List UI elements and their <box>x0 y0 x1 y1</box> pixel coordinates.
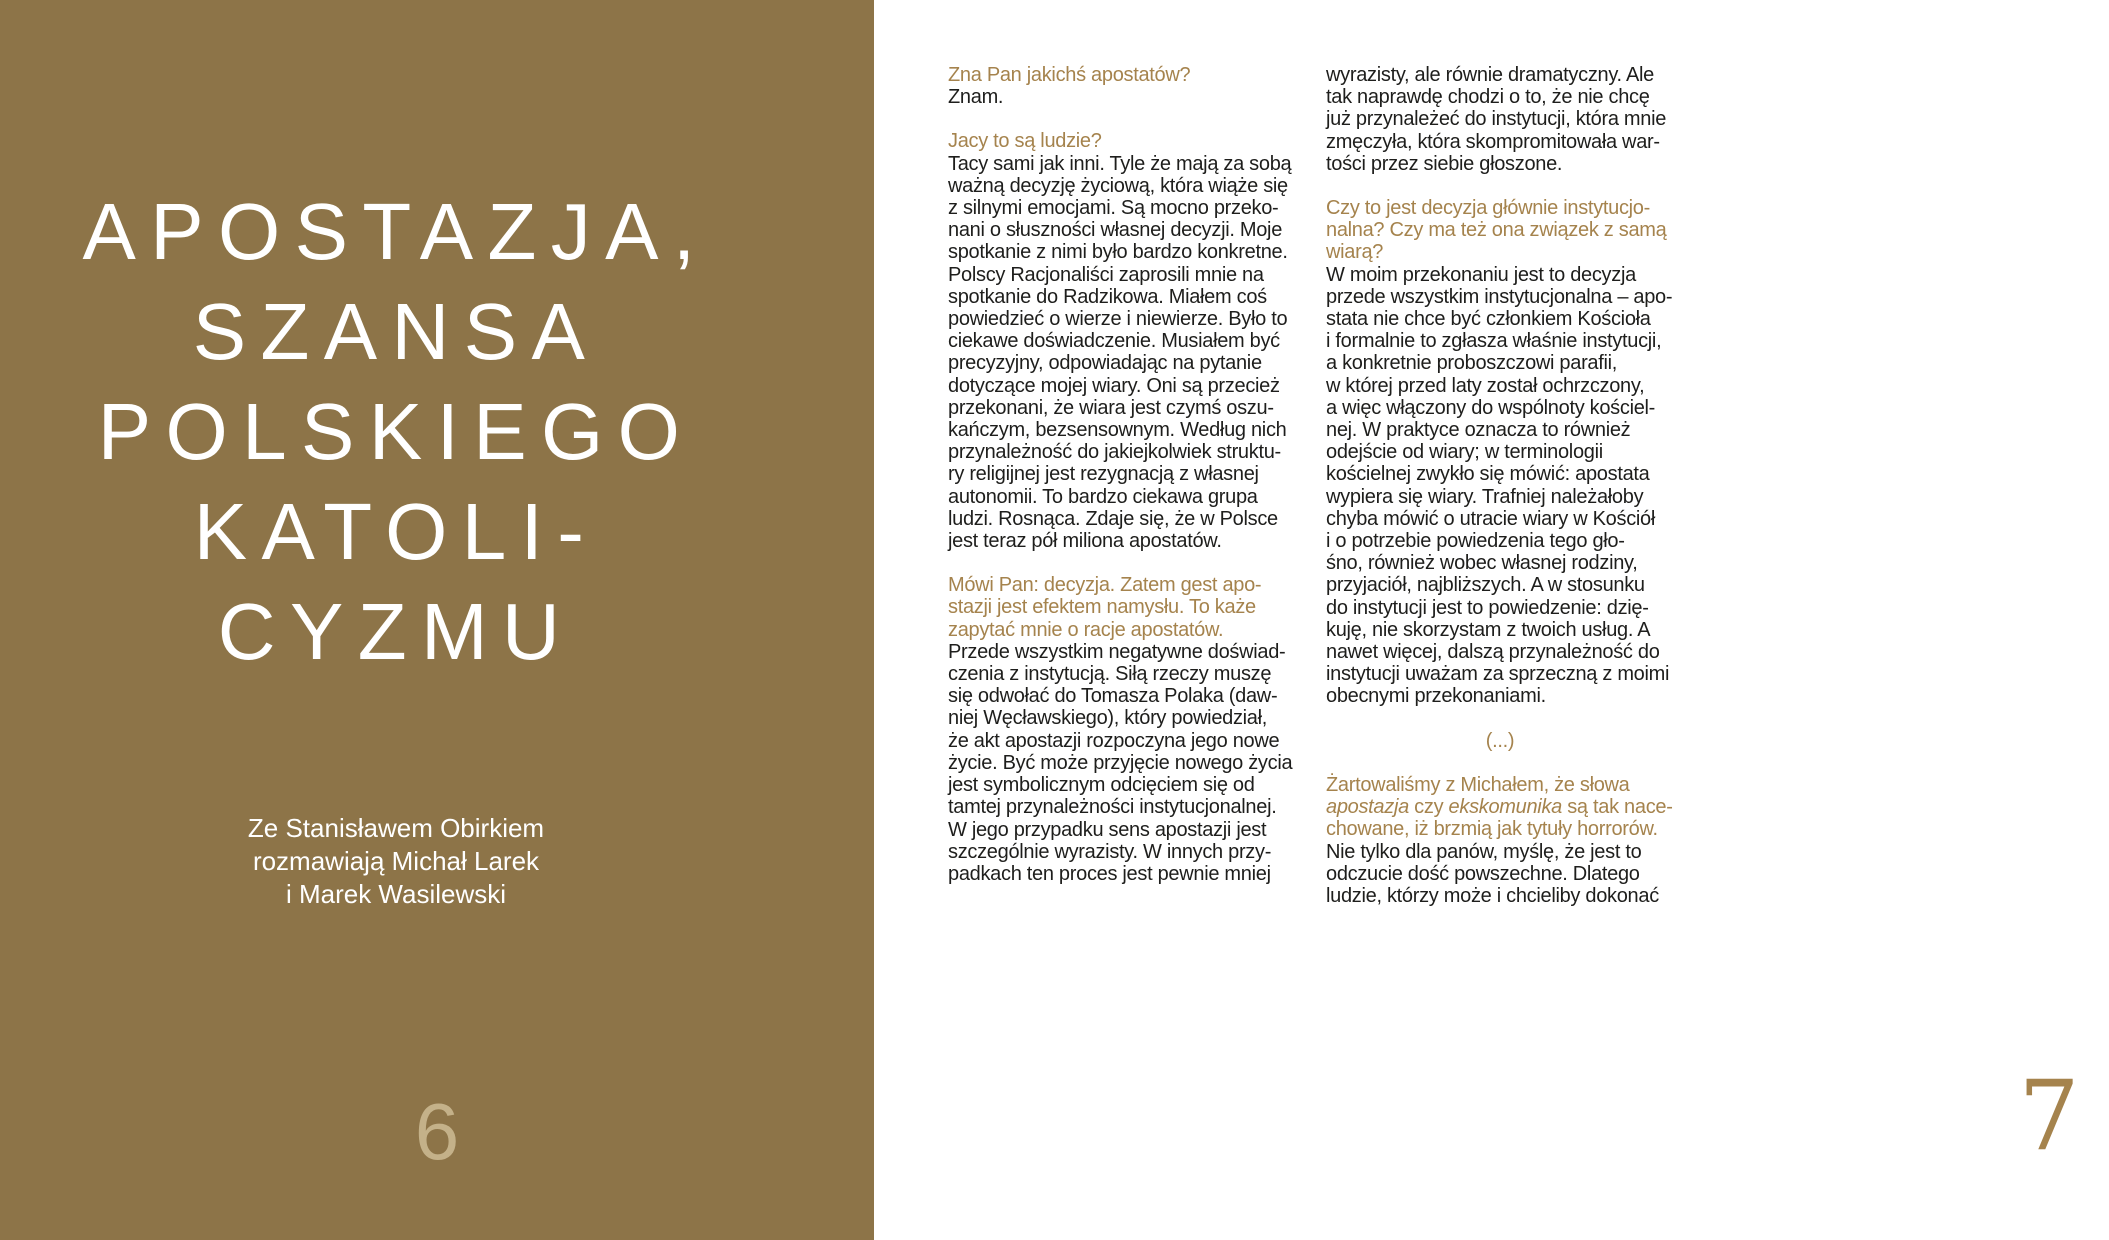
text-column-2 <box>1326 64 1674 929</box>
right-page <box>874 0 2080 1240</box>
interview-answer: Przede wszystkim negatywne doświad- czenia z instytucją. Siłą rzeczy muszę się odwołać do Tomasza Polaka (daw- niej Węcławskiego), który powiedział, że akt apostazji rozpoczyna jego nowe życie. Być może przyjęcie nowego życia jest symbolicznym odcięciem się od tamtej przynależności instytucjonalnej. W jego przypadku sens apostazji jest szczególnie wyrazisty. W innych przy- padkach ten proces jest pewnie mniej <box>948 640 1293 885</box>
title-line: POLSKIEGO <box>97 387 695 476</box>
qa-block <box>948 130 1296 552</box>
interview-question: Mówi Pan: decyzja. Zatem gest apo- stazji jest efektem namysłu. To każe zapytać mnie o racje apostatów. <box>948 574 1262 641</box>
omission-marker: (...) <box>1485 729 1515 752</box>
title-line: CYZMU <box>217 587 575 676</box>
interview-question: Zna Pan jakichś apostatów? <box>948 64 1191 86</box>
left-page <box>0 0 874 1240</box>
interview-answer: Nie tylko dla panów, myślę, że jest to odczucie dość powszechne. Dlatego ludzie, którzy może i chcieliby dokonać <box>1326 840 1659 907</box>
interview-answer: Tacy sami jak inni. Tyle że mają za sobą ważną decyzję życiową, która wiąże się z silnymi emocjami. Są mocno przeko- nani o słuszności własnej decyzji. Moje spotkanie z nimi było bardzo konkretne. Polscy Racjonaliści zaprosili mnie na spotkanie do Radzikowa. Miałem coś powiedzieć o wierze i niewierze. Było to ciekawe doświadczenie. Musiałem być precyzyjny, odpowiadając na pytanie dotyczące mojej wiary. Oni są przecież przekonani, że wiara jest czymś oszu- kańczym, bezsensownym. Według nich przynależność do jakiejkolwiek struktu- ry religijnej jest rezygnacją z własnej autonomii. To bardzo ciekawa grupa ludzi. Rosnąca. Zdaje się, że w Polsce jest teraz pół miliona apostatów. <box>948 152 1292 553</box>
interview-answer: Znam. <box>948 86 1004 109</box>
page-number-right: 7 <box>2018 1060 2080 1172</box>
page-number-left: 6 <box>414 1087 460 1176</box>
qa-block <box>948 574 1296 885</box>
article-title <box>0 182 792 682</box>
interview-byline: Ze Stanisławem Obirkiem rozmawiają Michał Larek i Marek Wasilewski <box>247 813 545 909</box>
interview-question: Jacy to są ludzie? <box>948 130 1102 153</box>
title-line: KATOLI- <box>193 487 599 576</box>
qa-block <box>1326 774 1674 907</box>
text-column-1 <box>948 64 1296 907</box>
title-line: SZANSA <box>192 287 600 376</box>
continuation-block <box>1326 64 1674 175</box>
interview-answer: W moim przekonaniu jest to decyzja przede wszystkim instytucjonalna – apo- stata nie chce być członkiem Kościoła i formalnie to zgłasza właśnie instytucji, a konkretnie proboszczowi parafii, w której przed laty został ochrzczony, a więc włączony do wspólnoty kościel- nej. W praktyce oznacza to również odejście od wiary; w terminologii kościelnej zwykło się mówić: apostata wypiera się wiary. Trafniej należałoby chyba mówić o utracie wiary w Kościół i o potrzebie powiedzenia tego gło- śno, również wobec własnej rodziny, przyjaciół, najbliższych. A w stosunku do instytucji jest to powiedzenie: dzię- kuję, nie skorzystam z twoich usług. A nawet więcej, dalszą przynależność do instytucji uważam za sprzeczną z moimi obecnymi przekonaniami. <box>1326 263 1673 708</box>
answer-continuation: wyrazisty, ale równie dramatyczny. Ale tak naprawdę chodzi o to, że nie chcę już przynależeć do instytucji, która mnie zmęczyła, która skompromitowała war- tości przez siebie głoszone. <box>1326 64 1667 175</box>
interview-question: Żartowaliśmy z Michałem, że słowa apostazja czy ekskomunika są tak nace- chowane, iż brzmią jak tytuły horrorów. <box>1326 773 1673 841</box>
qa-block <box>1326 197 1674 708</box>
interview-question: Czy to jest decyzja głównie instytucjo- nalna? Czy ma też ona związek z samą wiarą? <box>1326 197 1667 264</box>
title-line: APOSTAZJA, <box>82 187 710 276</box>
qa-block <box>948 64 1296 108</box>
